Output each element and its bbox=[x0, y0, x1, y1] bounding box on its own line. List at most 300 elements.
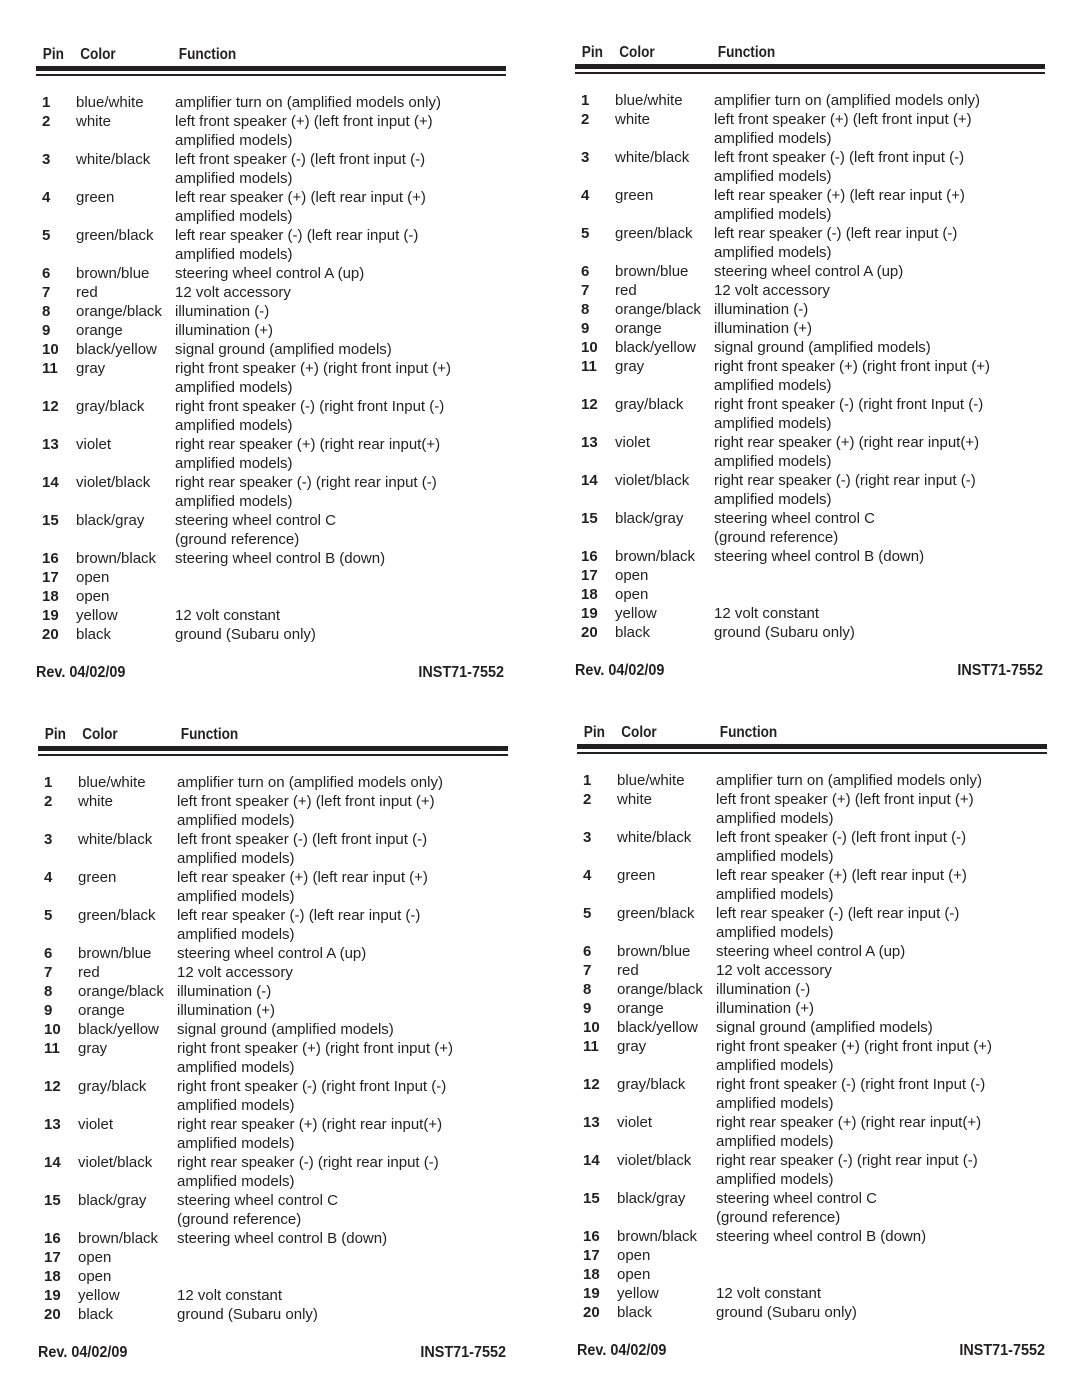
table-row bbox=[577, 1227, 1047, 1246]
wire-color: violet bbox=[615, 434, 651, 451]
pin-function: steering wheel control C (ground reference) bbox=[714, 510, 875, 546]
wire-color: orange/black bbox=[615, 301, 701, 318]
pin-number: 18 bbox=[581, 586, 598, 603]
pin-number: 20 bbox=[44, 1306, 61, 1323]
table-row bbox=[577, 1018, 1047, 1037]
wire-color: white/black bbox=[617, 829, 692, 846]
pin-function: signal ground (amplified models) bbox=[177, 1021, 394, 1038]
table-row bbox=[38, 982, 508, 1001]
table-header bbox=[36, 46, 436, 66]
wire-color: brown/blue bbox=[617, 943, 691, 960]
wire-color: brown/black bbox=[78, 1230, 159, 1247]
wire-color: brown/blue bbox=[78, 945, 152, 962]
pin-number: 14 bbox=[581, 472, 598, 489]
pin-number: 13 bbox=[581, 434, 598, 451]
table-row bbox=[38, 1305, 508, 1324]
pin-number: 16 bbox=[42, 550, 59, 567]
pin-number: 15 bbox=[581, 510, 598, 527]
wire-color: brown/blue bbox=[615, 263, 689, 280]
pin-number: 8 bbox=[44, 983, 53, 1000]
table-row bbox=[38, 1267, 508, 1286]
pin-function: right front speaker (-) (right front Input (-) amplified models) bbox=[175, 398, 445, 434]
pin-number: 20 bbox=[583, 1304, 600, 1321]
wire-color: white/black bbox=[76, 151, 151, 168]
pin-function: illumination (+) bbox=[716, 1000, 814, 1017]
table-row bbox=[577, 1246, 1047, 1265]
pin-function: left rear speaker (-) (left rear input (-) amplified models) bbox=[714, 225, 958, 261]
pin-function: illumination (-) bbox=[716, 981, 811, 998]
pin-function: left rear speaker (-) (left rear input (-) amplified models) bbox=[716, 905, 960, 941]
pin-function: 12 volt constant bbox=[716, 1285, 822, 1302]
wire-color: green bbox=[615, 187, 654, 204]
wire-color: black bbox=[78, 1306, 114, 1323]
pin-number: 12 bbox=[44, 1078, 61, 1095]
pin-function: right front speaker (-) (right front Input (-) amplified models) bbox=[716, 1076, 986, 1112]
wire-color: open bbox=[76, 588, 110, 605]
wire-color: orange/black bbox=[78, 983, 164, 1000]
table-row bbox=[38, 963, 508, 982]
pin-function: right front speaker (-) (right front Input (-) amplified models) bbox=[177, 1078, 447, 1114]
wire-color: open bbox=[615, 567, 649, 584]
pin-number: 5 bbox=[583, 905, 592, 922]
pin-function: right front speaker (+) (right front input (+) amplified models) bbox=[714, 358, 990, 394]
pin-table bbox=[36, 93, 506, 644]
document-number: INST71-7552 bbox=[418, 664, 504, 681]
pin-function: steering wheel control C (ground reference) bbox=[716, 1190, 877, 1226]
pin-function bbox=[177, 1248, 508, 1267]
wire-color: orange bbox=[617, 1000, 664, 1017]
table-header bbox=[38, 726, 438, 746]
pin-number: 7 bbox=[581, 282, 590, 299]
table-row bbox=[577, 771, 1047, 790]
pin-table bbox=[575, 91, 1045, 642]
table-row bbox=[36, 150, 506, 188]
table-row bbox=[36, 188, 506, 226]
pin-function: right front speaker (+) (right front input (+) amplified models) bbox=[716, 1038, 992, 1074]
header-pin: Pin bbox=[583, 724, 605, 741]
pin-number: 7 bbox=[44, 964, 53, 981]
wire-color: white/black bbox=[615, 149, 690, 166]
pin-number: 13 bbox=[42, 436, 59, 453]
table-row bbox=[36, 397, 506, 435]
table-header bbox=[575, 44, 975, 64]
panel-footer bbox=[577, 1342, 1045, 1360]
pin-number: 11 bbox=[44, 1040, 60, 1057]
table-row bbox=[36, 264, 506, 283]
table-row bbox=[575, 110, 1045, 148]
pin-number: 2 bbox=[583, 791, 592, 808]
pin-function: steering wheel control A (up) bbox=[714, 263, 904, 280]
wire-color: blue/white bbox=[615, 92, 683, 109]
pin-number: 2 bbox=[42, 113, 51, 130]
header-rule-thin bbox=[577, 752, 1047, 754]
pin-number: 2 bbox=[44, 793, 53, 810]
table-row bbox=[36, 112, 506, 150]
pin-function: amplifier turn on (amplified models only) bbox=[716, 772, 982, 789]
pin-number: 14 bbox=[42, 474, 59, 491]
table-row bbox=[577, 1189, 1047, 1227]
panel-footer bbox=[575, 662, 1043, 680]
pin-function: steering wheel control A (up) bbox=[175, 265, 365, 282]
pin-number: 12 bbox=[581, 396, 598, 413]
wire-color: open bbox=[76, 569, 110, 586]
wire-color: gray/black bbox=[76, 398, 145, 415]
table-row bbox=[577, 1037, 1047, 1075]
pin-function: steering wheel control B (down) bbox=[177, 1230, 388, 1247]
wire-color: violet bbox=[76, 436, 112, 453]
pin-function: right rear speaker (+) (right rear input(+) amplified models) bbox=[175, 436, 441, 472]
wire-color: gray bbox=[78, 1040, 108, 1057]
header-rule-thin bbox=[38, 754, 508, 756]
pin-function bbox=[177, 1267, 508, 1286]
header-rule-thin bbox=[575, 72, 1045, 74]
table-row bbox=[36, 549, 506, 568]
pin-function: steering wheel control A (up) bbox=[177, 945, 367, 962]
pin-number: 20 bbox=[42, 626, 59, 643]
pin-function: 12 volt accessory bbox=[177, 964, 293, 981]
table-row bbox=[36, 226, 506, 264]
pin-function: right front speaker (-) (right front Input (-) amplified models) bbox=[714, 396, 984, 432]
pin-function: steering wheel control B (down) bbox=[714, 548, 925, 565]
table-row bbox=[36, 340, 506, 359]
table-row bbox=[575, 148, 1045, 186]
pin-number: 1 bbox=[44, 774, 53, 791]
wire-color: black/yellow bbox=[78, 1021, 159, 1038]
pin-number: 19 bbox=[44, 1287, 61, 1304]
pin-number: 10 bbox=[581, 339, 598, 356]
header-function: Function bbox=[719, 724, 778, 741]
pin-function: illumination (+) bbox=[177, 1002, 275, 1019]
table-row bbox=[575, 262, 1045, 281]
pin-number: 8 bbox=[42, 303, 51, 320]
wire-color: blue/white bbox=[617, 772, 685, 789]
revision-date: Rev. 04/02/09 bbox=[577, 1342, 667, 1359]
panel-footer bbox=[36, 664, 504, 682]
wire-color: green/black bbox=[615, 225, 693, 242]
wire-color: black bbox=[617, 1304, 653, 1321]
pin-function: left front speaker (-) (left front input (-) amplified models) bbox=[714, 149, 965, 185]
pin-function: left rear speaker (+) (left rear input (+) amplified models) bbox=[177, 869, 428, 905]
pin-function: ground (Subaru only) bbox=[177, 1306, 318, 1323]
pin-number: 16 bbox=[581, 548, 598, 565]
wire-color: red bbox=[78, 964, 100, 981]
pin-table bbox=[38, 773, 508, 1324]
pin-number: 13 bbox=[583, 1114, 600, 1131]
pin-number: 2 bbox=[581, 111, 590, 128]
pin-number: 12 bbox=[42, 398, 59, 415]
pin-function: signal ground (amplified models) bbox=[716, 1019, 933, 1036]
wire-color: brown/black bbox=[76, 550, 157, 567]
pin-function: ground (Subaru only) bbox=[175, 626, 316, 643]
wire-color: open bbox=[617, 1247, 651, 1264]
table-row bbox=[577, 866, 1047, 904]
table-row bbox=[36, 321, 506, 340]
wire-color: orange/black bbox=[76, 303, 162, 320]
table-row bbox=[575, 338, 1045, 357]
revision-date: Rev. 04/02/09 bbox=[36, 664, 126, 681]
table-row bbox=[575, 585, 1045, 604]
wire-color: violet bbox=[78, 1116, 114, 1133]
pin-function: left rear speaker (+) (left rear input (+) amplified models) bbox=[716, 867, 967, 903]
table-row bbox=[575, 547, 1045, 566]
pin-number: 16 bbox=[583, 1228, 600, 1245]
table-row bbox=[38, 1001, 508, 1020]
header-pin: Pin bbox=[581, 44, 603, 61]
pin-number: 18 bbox=[44, 1268, 61, 1285]
pin-number: 9 bbox=[581, 320, 590, 337]
table-row bbox=[577, 1284, 1047, 1303]
pinout-panel-bottom-left bbox=[38, 726, 508, 1362]
pin-number: 14 bbox=[583, 1152, 600, 1169]
pin-number: 3 bbox=[583, 829, 592, 846]
wire-color: red bbox=[617, 962, 639, 979]
pin-number: 17 bbox=[42, 569, 59, 586]
table-row bbox=[575, 281, 1045, 300]
pin-function: signal ground (amplified models) bbox=[714, 339, 931, 356]
table-header bbox=[577, 724, 977, 744]
table-row bbox=[575, 395, 1045, 433]
pin-number: 5 bbox=[581, 225, 590, 242]
pin-function: left front speaker (+) (left front input (+) amplified models) bbox=[175, 113, 433, 149]
pin-number: 11 bbox=[583, 1038, 599, 1055]
panel-footer bbox=[38, 1344, 506, 1362]
table-row bbox=[575, 91, 1045, 110]
table-row bbox=[575, 224, 1045, 262]
pin-function: 12 volt accessory bbox=[175, 284, 291, 301]
pin-number: 6 bbox=[42, 265, 51, 282]
pin-number: 4 bbox=[581, 187, 590, 204]
pin-number: 15 bbox=[42, 512, 59, 529]
header-rule-thick bbox=[577, 744, 1047, 749]
table-row bbox=[577, 828, 1047, 866]
pin-number: 4 bbox=[42, 189, 51, 206]
pin-number: 17 bbox=[581, 567, 598, 584]
wire-color: open bbox=[78, 1249, 112, 1266]
header-color: Color bbox=[619, 44, 655, 61]
wire-color: yellow bbox=[615, 605, 657, 622]
pin-function: right rear speaker (-) (right rear input (-) amplified models) bbox=[716, 1152, 978, 1188]
wire-color: green/black bbox=[76, 227, 154, 244]
pin-function: ground (Subaru only) bbox=[716, 1304, 857, 1321]
table-row bbox=[36, 435, 506, 473]
pin-number: 15 bbox=[44, 1192, 61, 1209]
pin-function: left rear speaker (+) (left rear input (+) amplified models) bbox=[714, 187, 965, 223]
pin-function bbox=[716, 1246, 1047, 1265]
table-row bbox=[577, 790, 1047, 828]
pin-number: 3 bbox=[44, 831, 53, 848]
wire-color: black bbox=[76, 626, 112, 643]
wire-color: violet bbox=[617, 1114, 653, 1131]
pin-number: 19 bbox=[42, 607, 59, 624]
pin-number: 14 bbox=[44, 1154, 61, 1171]
table-row bbox=[36, 587, 506, 606]
wire-color: red bbox=[76, 284, 98, 301]
pin-number: 19 bbox=[583, 1285, 600, 1302]
table-row bbox=[577, 1265, 1047, 1284]
table-row bbox=[575, 623, 1045, 642]
table-row bbox=[577, 1303, 1047, 1322]
pin-number: 3 bbox=[581, 149, 590, 166]
table-row bbox=[38, 1115, 508, 1153]
pin-number: 1 bbox=[42, 94, 51, 111]
pin-function: illumination (-) bbox=[714, 301, 809, 318]
wire-color: gray/black bbox=[78, 1078, 147, 1095]
table-row bbox=[38, 1153, 508, 1191]
table-row bbox=[38, 1191, 508, 1229]
table-row bbox=[38, 773, 508, 792]
pin-number: 4 bbox=[44, 869, 53, 886]
wire-color: green bbox=[78, 869, 117, 886]
wire-color: white bbox=[615, 111, 651, 128]
wire-color: brown/black bbox=[617, 1228, 698, 1245]
pin-number: 7 bbox=[583, 962, 592, 979]
pin-function bbox=[716, 1265, 1047, 1284]
table-row bbox=[577, 1113, 1047, 1151]
wire-color: open bbox=[617, 1266, 651, 1283]
pin-function: illumination (+) bbox=[175, 322, 273, 339]
table-row bbox=[36, 568, 506, 587]
wire-color: violet/black bbox=[617, 1152, 692, 1169]
table-row bbox=[575, 357, 1045, 395]
pin-number: 9 bbox=[583, 1000, 592, 1017]
pin-number: 9 bbox=[42, 322, 51, 339]
wire-color: violet/black bbox=[615, 472, 690, 489]
wire-color: yellow bbox=[76, 607, 118, 624]
pin-function: right rear speaker (+) (right rear input(+) amplified models) bbox=[177, 1116, 443, 1152]
pin-number: 5 bbox=[44, 907, 53, 924]
pin-function: steering wheel control A (up) bbox=[716, 943, 906, 960]
header-pin: Pin bbox=[42, 46, 64, 63]
pin-function: right front speaker (+) (right front input (+) amplified models) bbox=[175, 360, 451, 396]
wire-color: orange/black bbox=[617, 981, 703, 998]
wire-color: black/yellow bbox=[615, 339, 696, 356]
table-row bbox=[36, 93, 506, 112]
wire-color: orange bbox=[78, 1002, 125, 1019]
pin-number: 5 bbox=[42, 227, 51, 244]
table-row bbox=[575, 433, 1045, 471]
header-function: Function bbox=[178, 46, 237, 63]
wire-color: white bbox=[78, 793, 114, 810]
table-row bbox=[575, 186, 1045, 224]
table-row bbox=[36, 511, 506, 549]
pin-function: left front speaker (+) (left front input (+) amplified models) bbox=[177, 793, 435, 829]
pin-number: 11 bbox=[581, 358, 597, 375]
header-rule-thick bbox=[575, 64, 1045, 69]
table-row bbox=[38, 868, 508, 906]
wire-color: green bbox=[617, 867, 656, 884]
pin-number: 13 bbox=[44, 1116, 61, 1133]
wire-color: gray bbox=[615, 358, 645, 375]
wire-color: black/yellow bbox=[617, 1019, 698, 1036]
pin-function: ground (Subaru only) bbox=[714, 624, 855, 641]
table-row bbox=[577, 961, 1047, 980]
table-row bbox=[38, 1286, 508, 1305]
pin-number: 10 bbox=[583, 1019, 600, 1036]
header-rule-thin bbox=[36, 74, 506, 76]
table-row bbox=[577, 904, 1047, 942]
table-row bbox=[575, 471, 1045, 509]
wire-color: red bbox=[615, 282, 637, 299]
wire-color: blue/white bbox=[76, 94, 144, 111]
pin-function: left front speaker (+) (left front input (+) amplified models) bbox=[716, 791, 974, 827]
pin-number: 17 bbox=[44, 1249, 61, 1266]
pin-function: 12 volt constant bbox=[714, 605, 820, 622]
pin-function bbox=[714, 585, 1045, 604]
pin-number: 10 bbox=[42, 341, 59, 358]
table-row bbox=[575, 300, 1045, 319]
pin-function: left front speaker (+) (left front input (+) amplified models) bbox=[714, 111, 972, 147]
pin-table bbox=[577, 771, 1047, 1322]
pin-function: 12 volt accessory bbox=[716, 962, 832, 979]
table-row bbox=[38, 792, 508, 830]
pin-function: amplifier turn on (amplified models only) bbox=[714, 92, 980, 109]
document-number: INST71-7552 bbox=[420, 1344, 506, 1361]
header-pin: Pin bbox=[44, 726, 66, 743]
table-row bbox=[38, 1229, 508, 1248]
pin-function bbox=[175, 568, 506, 587]
wire-color: green/black bbox=[617, 905, 695, 922]
table-row bbox=[38, 1077, 508, 1115]
table-row bbox=[38, 944, 508, 963]
table-row bbox=[577, 1151, 1047, 1189]
wire-color: gray/black bbox=[615, 396, 684, 413]
wire-color: black/gray bbox=[76, 512, 145, 529]
pin-function: left front speaker (-) (left front input (-) amplified models) bbox=[175, 151, 426, 187]
pin-function: 12 volt constant bbox=[175, 607, 281, 624]
wire-color: white bbox=[76, 113, 112, 130]
revision-date: Rev. 04/02/09 bbox=[38, 1344, 128, 1361]
wire-color: yellow bbox=[78, 1287, 120, 1304]
wire-color: green bbox=[76, 189, 115, 206]
wire-color: orange bbox=[76, 322, 123, 339]
pin-function: left rear speaker (-) (left rear input (-) amplified models) bbox=[177, 907, 421, 943]
wire-color: black/gray bbox=[617, 1190, 686, 1207]
wire-color: gray bbox=[617, 1038, 647, 1055]
header-color: Color bbox=[80, 46, 116, 63]
pin-function: left rear speaker (+) (left rear input (+) amplified models) bbox=[175, 189, 426, 225]
pin-function: 12 volt constant bbox=[177, 1287, 283, 1304]
wire-color: open bbox=[615, 586, 649, 603]
pin-function: illumination (-) bbox=[177, 983, 272, 1000]
pin-function: right rear speaker (+) (right rear input(+) amplified models) bbox=[716, 1114, 982, 1150]
table-row bbox=[36, 606, 506, 625]
pin-number: 10 bbox=[44, 1021, 61, 1038]
table-row bbox=[36, 473, 506, 511]
header-color: Color bbox=[621, 724, 657, 741]
table-row bbox=[575, 509, 1045, 547]
header-color: Color bbox=[82, 726, 118, 743]
pin-number: 18 bbox=[42, 588, 59, 605]
pin-function: 12 volt accessory bbox=[714, 282, 830, 299]
pin-number: 3 bbox=[42, 151, 51, 168]
table-row bbox=[36, 302, 506, 321]
pin-number: 19 bbox=[581, 605, 598, 622]
pin-function: signal ground (amplified models) bbox=[175, 341, 392, 358]
pin-function: steering wheel control C (ground reference) bbox=[175, 512, 336, 548]
table-row bbox=[36, 625, 506, 644]
pin-number: 8 bbox=[581, 301, 590, 318]
wire-color: black/yellow bbox=[76, 341, 157, 358]
pin-function: right front speaker (+) (right front input (+) amplified models) bbox=[177, 1040, 453, 1076]
wire-color: orange bbox=[615, 320, 662, 337]
table-row bbox=[38, 1039, 508, 1077]
table-row bbox=[38, 906, 508, 944]
pin-number: 4 bbox=[583, 867, 592, 884]
pin-number: 1 bbox=[583, 772, 592, 789]
pin-number: 8 bbox=[583, 981, 592, 998]
document-number: INST71-7552 bbox=[959, 1342, 1045, 1359]
pin-number: 16 bbox=[44, 1230, 61, 1247]
